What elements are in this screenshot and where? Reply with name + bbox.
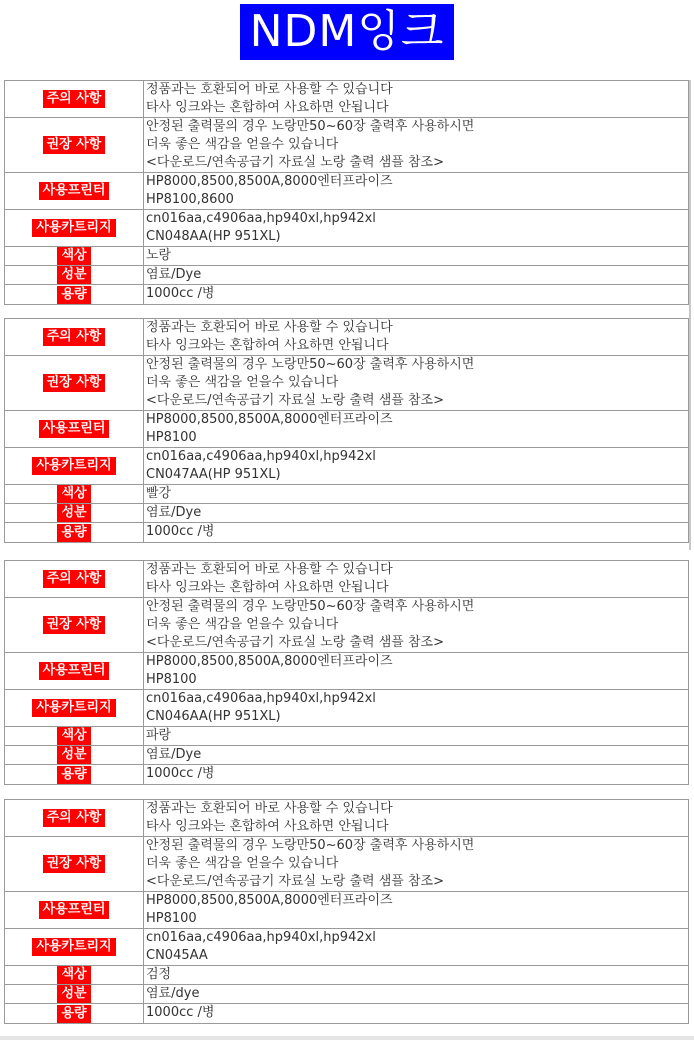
value-line: 안정된 출력물의 경우 노랑만50~60장 출력후 사용하시면 [146, 838, 475, 853]
label-cell [5, 765, 144, 784]
ink-spec-table [4, 799, 689, 1024]
title-wrap [0, 4, 694, 60]
label-cell [5, 985, 144, 1003]
value-line: 파랑 [146, 728, 172, 743]
label-cell [5, 746, 144, 764]
row-label: 사용프린터 [39, 420, 110, 438]
row-label: 주의 사항 [43, 570, 106, 588]
value-cell [144, 966, 688, 984]
row-label: 용량 [57, 766, 90, 784]
value-cell [144, 485, 688, 503]
value-line: 정품과는 호환되어 바로 사용할 수 있습니다 [146, 320, 393, 335]
row-label: 사용카트리지 [32, 219, 115, 237]
row-label: 색상 [57, 485, 90, 503]
recommend-row [5, 118, 688, 173]
capacity-row [5, 523, 688, 542]
value-line: HP8100 [146, 911, 197, 926]
cartridge-row [5, 448, 688, 485]
value-line: HP8000,8500,8500A,8000엔터프라이즈 [146, 893, 393, 908]
color-row [5, 485, 688, 504]
label-cell [5, 690, 144, 726]
capacity-row [5, 285, 688, 304]
caution-row [5, 319, 688, 356]
value-cell [144, 985, 688, 1003]
row-label: 권장 사항 [43, 374, 106, 392]
value-line: 1000cc /병 [146, 766, 215, 781]
value-line: HP8100,8600 [146, 192, 234, 207]
value-line: CN046AA(HP 951XL) [146, 709, 281, 724]
ink-spec-table [4, 80, 689, 305]
label-cell [5, 966, 144, 984]
value-cell [144, 1004, 688, 1023]
value-cell [144, 800, 688, 836]
value-line: 염료/Dye [146, 267, 202, 282]
printer-row [5, 411, 688, 448]
row-label: 성분 [57, 985, 90, 1003]
label-cell [5, 523, 144, 542]
value-cell [144, 690, 688, 726]
row-label: 사용카트리지 [32, 938, 115, 956]
row-label: 사용프린터 [39, 901, 110, 919]
value-cell [144, 448, 688, 484]
value-line: cn016aa,c4906aa,hp940xl,hp942xl [146, 211, 376, 226]
label-cell [5, 1004, 144, 1023]
recommend-row [5, 598, 688, 653]
value-line: 더욱 좋은 색감을 얻을수 있습니다 [146, 617, 339, 632]
row-label: 권장 사항 [43, 136, 106, 154]
scroll-edge [689, 80, 691, 550]
row-label: 색상 [57, 966, 90, 984]
label-cell [5, 504, 144, 522]
value-line: <다운로드/연속공급기 자료실 노랑 출력 샘플 참조> [146, 874, 444, 889]
label-cell [5, 837, 144, 891]
color-row [5, 247, 688, 266]
value-line: cn016aa,c4906aa,hp940xl,hp942xl [146, 691, 376, 706]
value-cell [144, 81, 688, 117]
value-line: 염료/Dye [146, 747, 202, 762]
value-line: 안정된 출력물의 경우 노랑만50~60장 출력후 사용하시면 [146, 357, 475, 372]
label-cell [5, 929, 144, 965]
value-line: 정품과는 호환되어 바로 사용할 수 있습니다 [146, 562, 393, 577]
value-line: <다운로드/연속공급기 자료실 노랑 출력 샘플 참조> [146, 635, 444, 650]
value-line: 염료/dye [146, 986, 200, 1001]
capacity-row [5, 765, 688, 784]
value-line: cn016aa,c4906aa,hp940xl,hp942xl [146, 930, 376, 945]
value-cell [144, 892, 688, 928]
value-line: <다운로드/연속공급기 자료실 노랑 출력 샘플 참조> [146, 393, 444, 408]
row-label: 색상 [57, 727, 90, 745]
value-cell [144, 837, 688, 891]
label-cell [5, 356, 144, 410]
caution-row [5, 800, 688, 837]
printer-row [5, 653, 688, 690]
value-line: 노랑 [146, 248, 172, 263]
value-cell [144, 523, 688, 542]
value-line: HP8100 [146, 672, 197, 687]
value-line: 검정 [146, 967, 172, 982]
value-line: 타사 잉크와는 혼합하여 사요하면 안됩니다 [146, 819, 389, 834]
value-cell [144, 210, 688, 246]
ingredient-row [5, 266, 688, 285]
value-line: 빨강 [146, 486, 172, 501]
label-cell [5, 319, 144, 355]
label-cell [5, 727, 144, 745]
row-label: 주의 사항 [43, 328, 106, 346]
value-line: CN045AA [146, 948, 208, 963]
value-line: CN047AA(HP 951XL) [146, 467, 281, 482]
value-line: <다운로드/연속공급기 자료실 노랑 출력 샘플 참조> [146, 155, 444, 170]
cartridge-row [5, 210, 688, 247]
label-cell [5, 81, 144, 117]
value-line: 정품과는 호환되어 바로 사용할 수 있습니다 [146, 82, 393, 97]
value-line: cn016aa,c4906aa,hp940xl,hp942xl [146, 449, 376, 464]
row-label: 사용카트리지 [32, 699, 115, 717]
label-cell [5, 598, 144, 652]
ink-spec-table [4, 560, 689, 785]
value-line: HP8000,8500,8500A,8000엔터프라이즈 [146, 654, 393, 669]
value-cell [144, 765, 688, 784]
label-cell [5, 653, 144, 689]
row-label: 용량 [57, 1005, 90, 1023]
row-label: 권장 사항 [43, 616, 106, 634]
value-cell [144, 561, 688, 597]
value-line: 정품과는 호환되어 바로 사용할 수 있습니다 [146, 801, 393, 816]
capacity-row [5, 1004, 688, 1023]
row-label: 용량 [57, 524, 90, 542]
row-label: 사용카트리지 [32, 457, 115, 475]
ingredient-row [5, 985, 688, 1004]
value-line: HP8000,8500,8500A,8000엔터프라이즈 [146, 174, 393, 189]
row-label: 사용프린터 [39, 182, 110, 200]
label-cell [5, 411, 144, 447]
value-cell [144, 746, 688, 764]
value-line: 타사 잉크와는 혼합하여 사요하면 안됩니다 [146, 100, 389, 115]
row-label: 색상 [57, 247, 90, 265]
label-cell [5, 173, 144, 209]
ink-spec-table [4, 318, 689, 543]
label-cell [5, 561, 144, 597]
value-cell [144, 247, 688, 265]
label-cell [5, 210, 144, 246]
row-label: 권장 사항 [43, 855, 106, 873]
caution-row [5, 81, 688, 118]
label-cell [5, 118, 144, 172]
row-label: 용량 [57, 286, 90, 304]
page-title: NDM잉크 [240, 4, 455, 60]
cartridge-row [5, 690, 688, 727]
cartridge-row [5, 929, 688, 966]
value-line: HP8100 [146, 430, 197, 445]
label-cell [5, 448, 144, 484]
value-cell [144, 727, 688, 745]
value-line: 더욱 좋은 색감을 얻을수 있습니다 [146, 375, 339, 390]
ingredient-row [5, 746, 688, 765]
value-cell [144, 504, 688, 522]
recommend-row [5, 837, 688, 892]
value-cell [144, 598, 688, 652]
value-line: HP8000,8500,8500A,8000엔터프라이즈 [146, 412, 393, 427]
value-cell [144, 285, 688, 304]
row-label: 주의 사항 [43, 809, 106, 827]
recommend-row [5, 356, 688, 411]
label-cell [5, 247, 144, 265]
color-row [5, 727, 688, 746]
value-cell [144, 929, 688, 965]
value-line: 안정된 출력물의 경우 노랑만50~60장 출력후 사용하시면 [146, 119, 475, 134]
value-line: 1000cc /병 [146, 1005, 215, 1020]
value-line: 타사 잉크와는 혼합하여 사요하면 안됩니다 [146, 580, 389, 595]
row-label: 주의 사항 [43, 90, 106, 108]
value-cell [144, 118, 688, 172]
label-cell [5, 285, 144, 304]
value-line: 염료/Dye [146, 505, 202, 520]
label-cell [5, 266, 144, 284]
ingredient-row [5, 504, 688, 523]
printer-row [5, 892, 688, 929]
value-line: 1000cc /병 [146, 524, 215, 539]
bottom-divider [0, 1036, 694, 1040]
row-label: 성분 [57, 504, 90, 522]
value-line: 안정된 출력물의 경우 노랑만50~60장 출력후 사용하시면 [146, 599, 475, 614]
value-cell [144, 356, 688, 410]
row-label: 성분 [57, 266, 90, 284]
label-cell [5, 485, 144, 503]
color-row [5, 966, 688, 985]
value-cell [144, 266, 688, 284]
value-line: 타사 잉크와는 혼합하여 사요하면 안됩니다 [146, 338, 389, 353]
value-cell [144, 653, 688, 689]
value-line: 더욱 좋은 색감을 얻을수 있습니다 [146, 856, 339, 871]
printer-row [5, 173, 688, 210]
caution-row [5, 561, 688, 598]
row-label: 성분 [57, 746, 90, 764]
row-label: 사용프린터 [39, 662, 110, 680]
label-cell [5, 800, 144, 836]
value-cell [144, 319, 688, 355]
value-line: CN048AA(HP 951XL) [146, 229, 281, 244]
value-line: 1000cc /병 [146, 286, 215, 301]
value-cell [144, 411, 688, 447]
label-cell [5, 892, 144, 928]
value-cell [144, 173, 688, 209]
value-line: 더욱 좋은 색감을 얻을수 있습니다 [146, 137, 339, 152]
